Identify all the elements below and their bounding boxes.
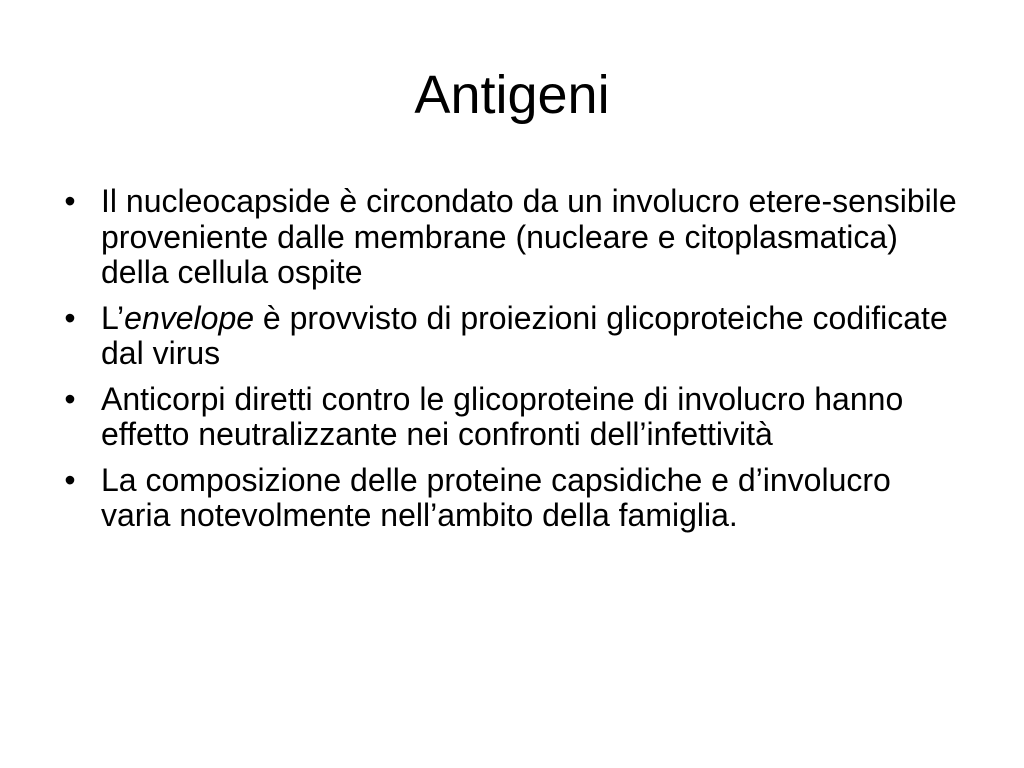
bullet-item (60, 301, 960, 372)
bullet-item (60, 382, 960, 453)
bullet-text-emphasis: envelope (124, 299, 255, 336)
bullet-text: La composizione delle proteine capsidiche e d’involucro varia notevolmente nell’ambito della famiglia. (101, 461, 891, 533)
bullet-marker: • (64, 299, 76, 336)
bullet-list (60, 184, 960, 544)
bullet-text-suffix: è provvisto di proiezioni glicoproteiche codificate dal virus (101, 299, 948, 371)
bullet-marker: • (64, 183, 76, 219)
bullet-marker: • (64, 380, 76, 417)
bullet-item (60, 463, 960, 534)
slide-title: Antigeni (414, 65, 610, 125)
bullet-item (60, 184, 960, 291)
bullet-marker: • (64, 461, 76, 498)
bullet-text-prefix: L’ (101, 299, 125, 336)
bullet-text (101, 300, 948, 372)
bullet-text: Anticorpi diretti contro le glicoproteine di involucro hanno effetto neutralizzante nei confronti dell’infettività (101, 380, 904, 452)
bullet-text: Il nucleocapside è circondato da un involucro etere-sensibile proveniente dalle membrane (nucleare e citoplasmatica) della cellula ospite (101, 183, 957, 290)
